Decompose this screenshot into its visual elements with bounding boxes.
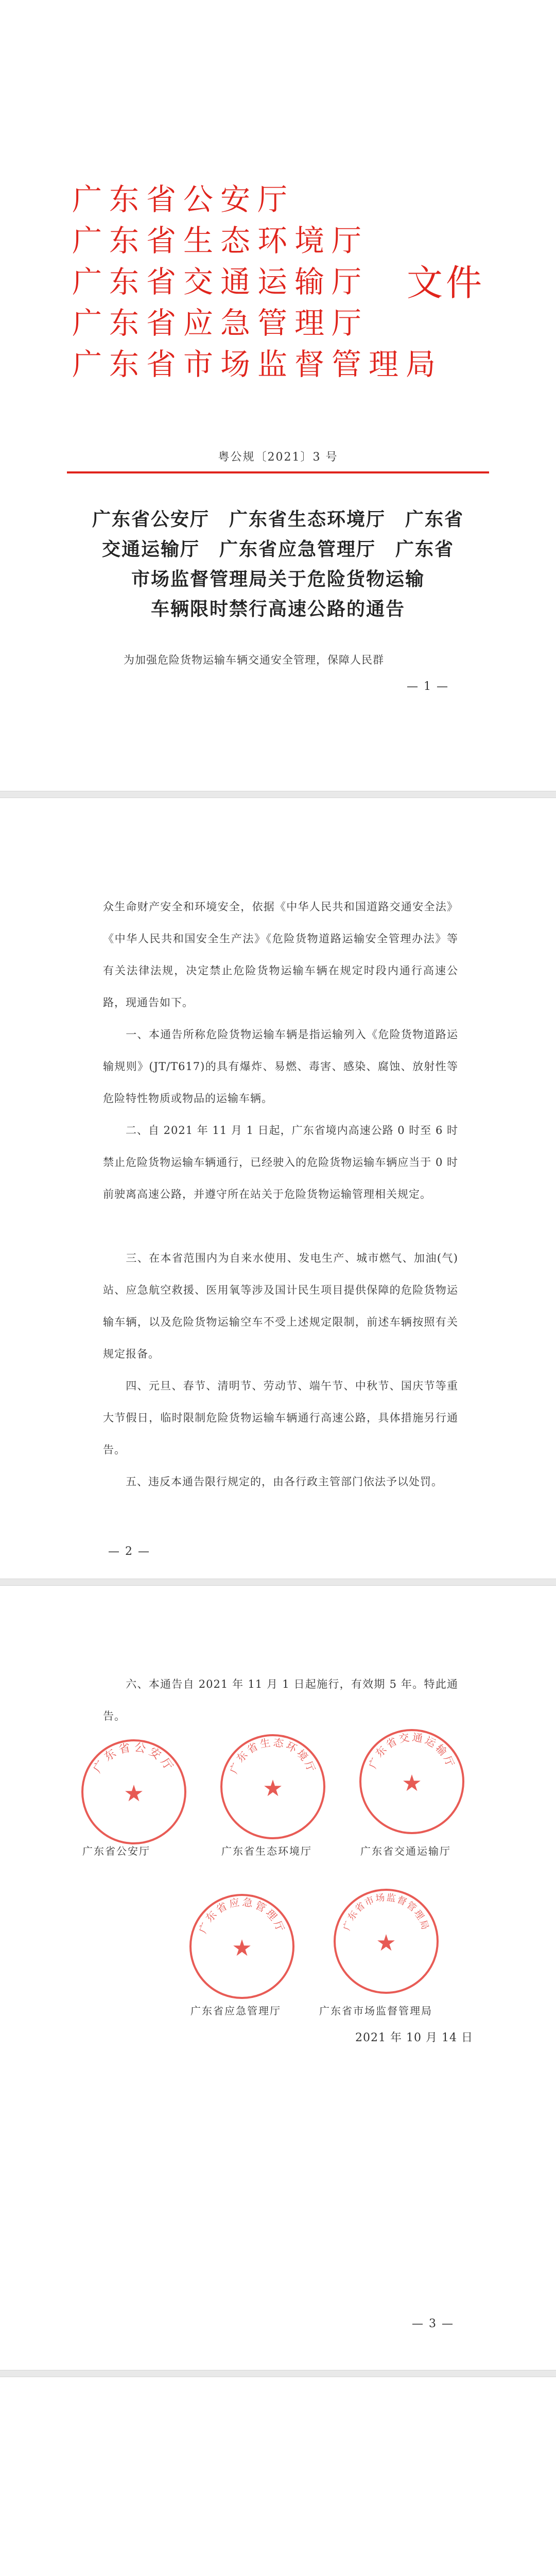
seal-graphic-4 [185, 1890, 299, 2003]
svg-text:★: ★ [124, 1781, 144, 1807]
svg-text:广东省交通运输厅 [367, 1731, 458, 1770]
body-paragraph-5 [103, 1466, 458, 1498]
title-line-2: 交通运输厅 广东省应急管理厅 广东省 [101, 539, 454, 560]
header-agency-3: 广东省交通运输厅 [72, 264, 369, 299]
issue-date: 2021 年 10 月 14 日 [355, 2031, 473, 2044]
body-paragraph-0 [103, 891, 458, 1019]
svg-text:★: ★ [232, 1935, 252, 1961]
title-line-1: 广东省公安厅 广东省生态环境厅 广东省 [92, 509, 464, 530]
header-red-rule [67, 471, 489, 473]
body-text-3: 三、在本省范围内为自来水使用、发电生产、城市燃气、加油(气)站、应急航空救援、医用氧等涉及国计民生项目提供保障的危险货物运输车辆，以及危险货物运输空车不受上述规定限制，前述车辆按照有关规定报备。 [103, 1252, 458, 1360]
official-seal-transport [355, 1725, 468, 1838]
page-separator-1 [0, 791, 556, 798]
body-paragraph-6 [103, 1668, 458, 1732]
page-number-3: — 3 — [412, 2317, 454, 2330]
seal-ring-text-3: 广东省交通运输厅 [366, 1731, 458, 1771]
official-seal-public-security [77, 1735, 190, 1849]
page-1 [0, 0, 556, 791]
page-separator-2 [0, 1579, 556, 1586]
svg-text:★: ★ [402, 1770, 422, 1797]
svg-text:广东省市场监督管理局 [341, 1892, 430, 1932]
body-text-6: 六、本通告自 2021 年 11 月 1 日起施行，有效期 5 年。特此通告。 [103, 1678, 458, 1722]
seal-graphic-2 [216, 1730, 329, 1843]
svg-text:广东省公安厅 [91, 1741, 177, 1775]
body-paragraph-2 [103, 1114, 458, 1210]
svg-text:★: ★ [376, 1930, 396, 1956]
seal-graphic-3 [355, 1725, 468, 1838]
header-agency-5: 广东省市场监督管理局 [72, 347, 443, 382]
official-seal-ecology [216, 1730, 329, 1843]
seal-ring-text-4: 广东省应急管理厅 [196, 1895, 288, 1936]
header-agency-1: 广东省公安厅 [72, 182, 295, 217]
document-number: 粤公规〔2021〕3 号 [218, 451, 338, 464]
title-line-3: 市场监督管理局关于危险货物运输 [131, 569, 425, 590]
header-document-label: 文件 [407, 262, 485, 304]
body-text-2: 二、自 2021 年 11 月 1 日起，广东省境内高速公路 0 时至 6 时禁止危险货物运输车辆通行，已经驶入的危险货物运输车辆应当于 0 时前驶离高速公路，并遵守所在站关于危险货物运输管理相关规定。 [103, 1124, 458, 1200]
header-agency-2: 广东省生态环境厅 [72, 223, 369, 258]
body-text-5: 五、违反本通告限行规定的，由各行政主管部门依法予以处罚。 [126, 1476, 443, 1488]
body-text-4: 四、元旦、春节、清明节、劳动节、端午节、中秋节、国庆节等重大节假日，临时限制危险货物运输车辆通行高速公路，具体措施另行通告。 [103, 1380, 458, 1456]
signatory-5: 广东省市场监督管理局 [319, 2005, 432, 2017]
svg-text:广东省应急管理厅 [197, 1895, 288, 1935]
header-agency-4: 广东省应急管理厅 [72, 306, 369, 341]
body-text-0: 众生命财产安全和环境安全，依据《中华人民共和国道路交通安全法》《中华人民共和国安全生产法》《危险货物道路运输安全管理办法》等有关法律法规，决定禁止危险货物运输车辆在规定时段内通行高速公路，现通告如下。 [103, 901, 458, 1009]
page-separator-3 [0, 2370, 556, 2377]
signatory-3: 广东省交通运输厅 [360, 1845, 451, 1857]
seal-ring-text-2: 广东省生态环境厅 [227, 1736, 319, 1776]
svg-text:★: ★ [263, 1775, 283, 1802]
official-seal-market-supervision [329, 1885, 443, 1998]
seal-graphic-5 [329, 1885, 443, 1998]
seal-ring-text-1: 广东省公安厅 [91, 1741, 177, 1775]
intro-text: 为加强危险货物运输车辆交通安全管理，保障人民群 [124, 654, 384, 666]
svg-text:广东省生态环境厅 [228, 1736, 319, 1775]
page-number-1: — 1 — [407, 680, 449, 693]
page-2 [0, 798, 556, 1579]
signatory-1: 广东省公安厅 [82, 1845, 150, 1857]
signatory-2: 广东省生态环境厅 [221, 1845, 312, 1857]
seal-ring-text-5: 广东省市场监督管理局 [341, 1892, 431, 1932]
intro-paragraph [124, 644, 484, 676]
title-line-4: 车辆限时禁行高速公路的通告 [150, 599, 405, 620]
page-4 [0, 2377, 556, 2576]
body-paragraph-3 [103, 1242, 458, 1370]
official-seal-emergency [185, 1890, 299, 2003]
seal-graphic-1 [77, 1735, 190, 1849]
body-paragraph-1 [103, 1019, 458, 1114]
page-3 [0, 1586, 556, 2370]
body-text-1: 一、本通告所称危险货物运输车辆是指运输列入《危险货物道路运输规则》(JT/T617)的具有爆炸、易燃、毒害、感染、腐蚀、放射性等危险特性物质或物品的运输车辆。 [103, 1028, 458, 1105]
body-paragraph-4 [103, 1370, 458, 1466]
page-number-2: — 2 — [108, 1545, 150, 1558]
signatory-4: 广东省应急管理厅 [190, 2005, 281, 2017]
